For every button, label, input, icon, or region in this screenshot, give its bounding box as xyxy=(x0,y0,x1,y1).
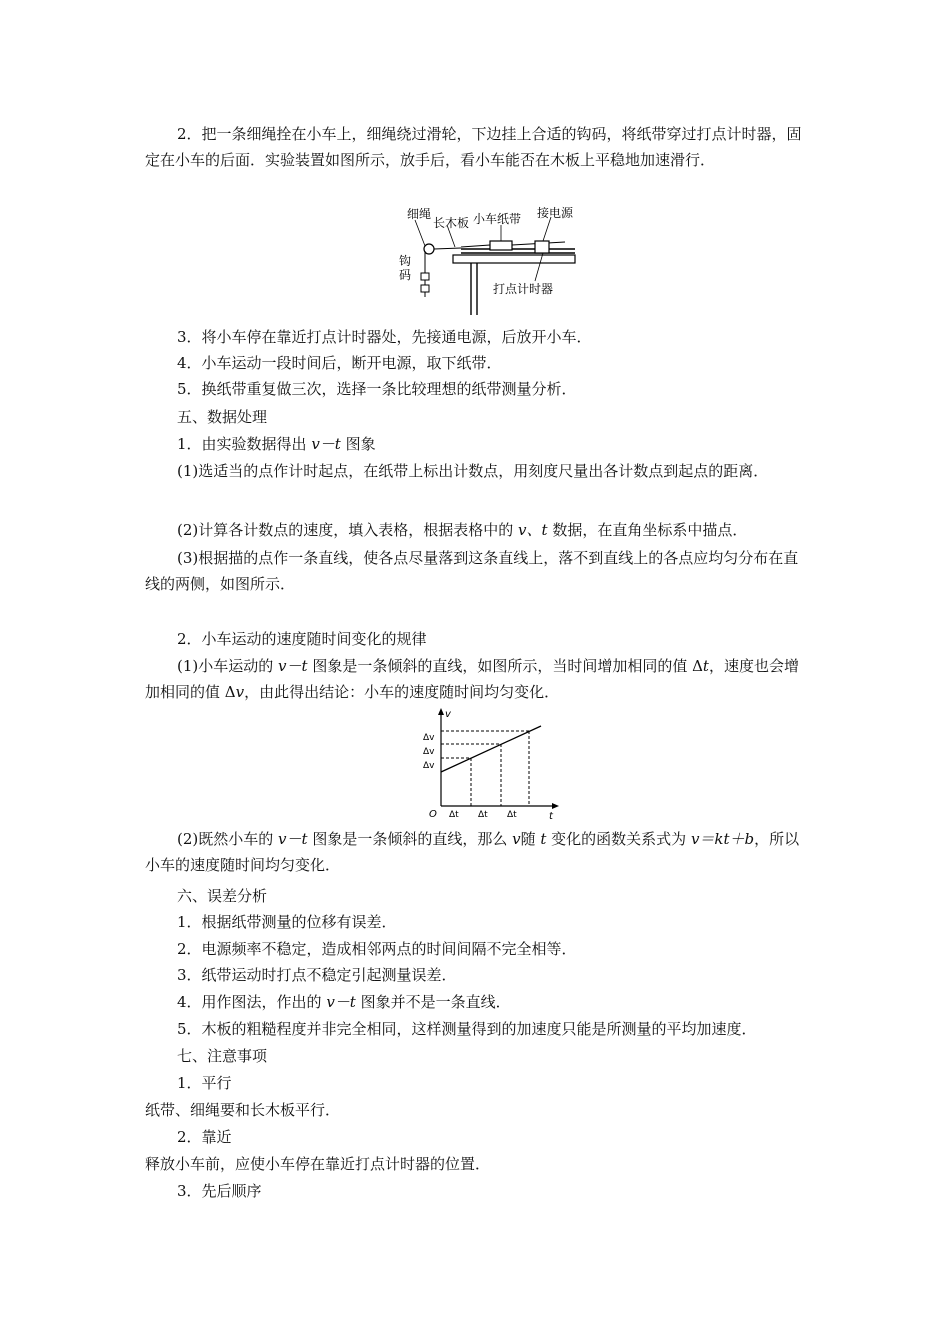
dv-label-3: Δv xyxy=(423,761,435,771)
origin-label: O xyxy=(429,809,437,820)
error3-line: 3．纸带运动时打点不稳定引起测量误差． xyxy=(177,966,457,984)
law1-paragraph: (1)小车运动的 v－t 图象是一条倾斜的直线，如图所示，当时间增加相同的值 Δt，速度也会增加相同的值 Δv，由此得出结论：小车的速度随时间均匀变化． xyxy=(145,657,799,701)
axis-t-label: t xyxy=(549,811,553,822)
error4-line: 4．用作图法，作出的 v－t 图象并不是一条直线． xyxy=(177,993,511,1011)
section5-item2: 2．小车运动的速度随时间变化的规律 xyxy=(177,630,427,648)
note2-body: 释放小车前，应使小车停在靠近打点计时器的位置． xyxy=(145,1155,491,1173)
axis-v-label: v xyxy=(445,709,451,720)
apparatus-figure xyxy=(395,203,585,318)
dv-label-1: Δv xyxy=(423,733,435,743)
step3-line: 3．将小车停在靠近打点计时器处，先接通电源，后放开小车． xyxy=(177,328,592,346)
section5-heading: 五、数据处理 xyxy=(177,408,268,426)
dt-label-3: Δt xyxy=(507,810,517,820)
label-weight-a: 钩 xyxy=(399,254,412,268)
label-cart-tape: 小车纸带 xyxy=(473,212,522,226)
label-power: 接电源 xyxy=(537,206,574,220)
step5-line: 5．换纸带重复做三次，选择一条比较理想的纸带测量分析． xyxy=(177,380,577,398)
step4-line: 4．小车运动一段时间后，断开电源，取下纸带． xyxy=(177,354,502,372)
section6-heading: 六、误差分析 xyxy=(177,887,268,905)
dv-label-2: Δv xyxy=(423,747,435,757)
label-board: 长木板 xyxy=(433,216,470,230)
note1-title: 1．平行 xyxy=(177,1074,232,1092)
step2-paragraph: 2．把一条细绳拴在小车上，细绳绕过滑轮，下边挂上合适的钩码，将纸带穿过打点计时器，固定在小车的后面．实验装置如图所示，放手后，看小车能否在木板上平稳地加速滑行． xyxy=(145,125,802,169)
error2-line: 2．电源频率不稳定，造成相邻两点的时间间隔不完全相等． xyxy=(177,940,577,958)
substep1-paragraph: (1)选适当的点作计时起点，在纸带上标出计数点，用刻度尺量出各计数点到起点的距离． xyxy=(177,462,769,480)
label-timer: 打点计时器 xyxy=(493,282,554,296)
substep2-line: (2)计算各计数点的速度，填入表格，根据表格中的 v、t 数据，在直角坐标系中描点． xyxy=(177,521,748,539)
section5-item1: 1．由实验数据得出 v－t 图象 xyxy=(177,435,376,453)
error5-line: 5．木板的粗糙程度并非完全相同，这样测量得到的加速度只能是所测量的平均加速度． xyxy=(177,1020,757,1038)
note2-title: 2．靠近 xyxy=(177,1128,232,1146)
error1-line: 1．根据纸带测量的位移有误差． xyxy=(177,913,397,931)
dt-label-1: Δt xyxy=(449,810,459,820)
law2-paragraph: (2)既然小车的 v－t 图象是一条倾斜的直线，那么 v随 t 变化的函数关系式为 v＝kt＋b，所以小车的速度随时间均匀变化． xyxy=(145,830,800,874)
note1-body: 纸带、细绳要和长木板平行． xyxy=(145,1101,341,1119)
section7-heading: 七、注意事项 xyxy=(177,1047,268,1065)
label-rope: 细绳 xyxy=(407,207,432,221)
vt-graph-figure xyxy=(415,706,560,824)
note3-title: 3．先后顺序 xyxy=(177,1182,262,1200)
dt-label-2: Δt xyxy=(478,810,488,820)
label-weight-b: 码 xyxy=(399,268,412,282)
substep3-paragraph: (3)根据描的点作一条直线，使各点尽量落到这条直线上，落不到直线上的各点应均匀分布在直线的两侧，如图所示． xyxy=(145,549,799,593)
